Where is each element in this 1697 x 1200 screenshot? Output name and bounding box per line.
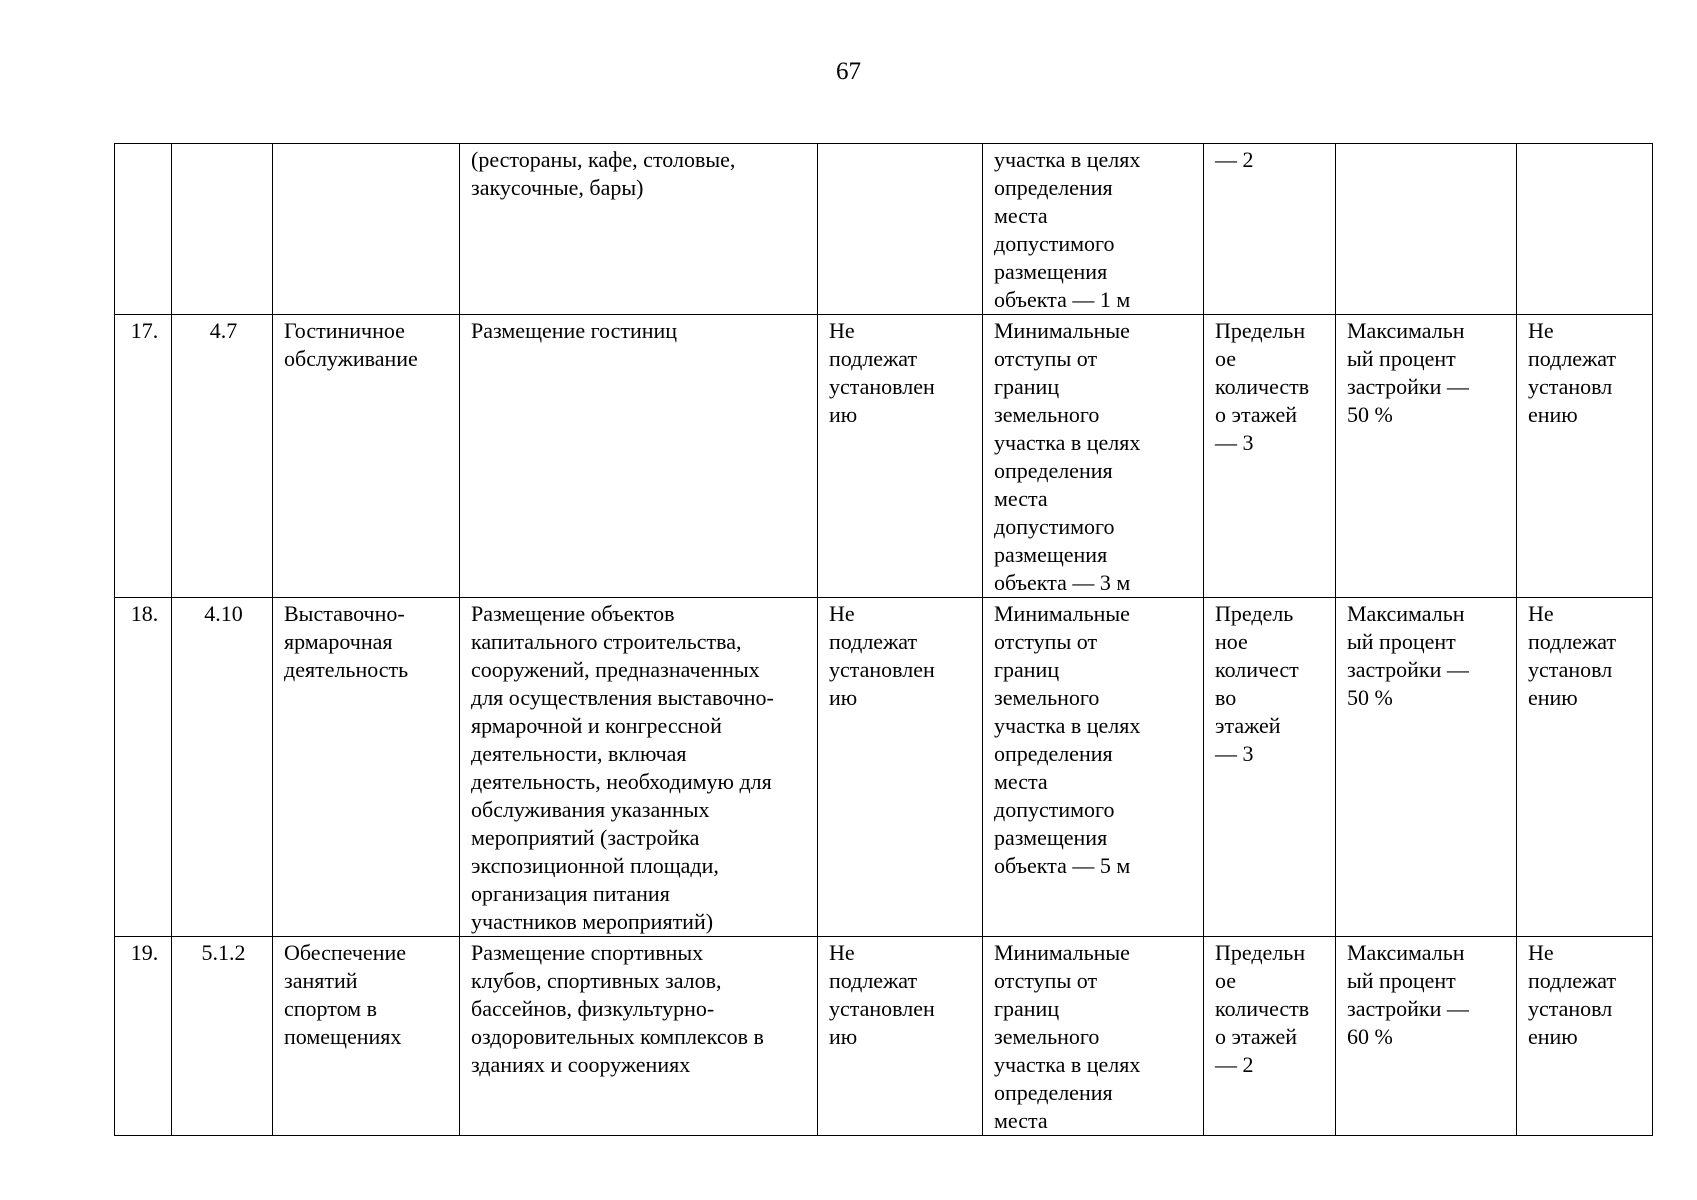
cell-text-line: Предель <box>1215 601 1294 626</box>
setbacks-cell <box>983 937 1204 1136</box>
row-number-cell: 19. <box>115 937 172 1136</box>
lot-parameters-cell <box>818 315 983 598</box>
setbacks-cell <box>983 144 1204 315</box>
cell-text-line: количест <box>1215 657 1299 682</box>
coverage-cell <box>1336 937 1517 1136</box>
cell-text-line: границ <box>994 374 1060 399</box>
lot-parameters-cell <box>818 144 983 315</box>
cell-text-line: установлен <box>829 996 935 1021</box>
cell-text-line: — 3 <box>1215 430 1254 455</box>
cell-text-line: ению <box>1528 685 1578 710</box>
cell-text-line: застройки — <box>1347 374 1469 399</box>
cell-text-line: участка в целях <box>994 1052 1141 1077</box>
cell-text-line: Размещение спортивных <box>471 940 704 965</box>
page-number: 67 <box>836 58 861 85</box>
cell-text-line: 50 % <box>1347 685 1393 710</box>
cell-text-line: Максимальн <box>1347 318 1465 343</box>
cell-text-line: спортом в <box>284 996 377 1021</box>
cell-text-line: Минимальные <box>994 940 1130 965</box>
cell-text-line: земельного <box>994 685 1100 710</box>
cell-text-line: количеств <box>1215 996 1310 1021</box>
cell-text-line: установл <box>1528 996 1613 1021</box>
cell-text-line: — 2 <box>1215 1052 1254 1077</box>
cell-text-line: — 2 <box>1215 147 1254 172</box>
cell-text-line: — 3 <box>1215 741 1254 766</box>
cell-text-line: Размещение объектов <box>471 601 675 626</box>
cell-text-line: установлен <box>829 374 935 399</box>
cell-text-line: ению <box>1528 402 1578 427</box>
cell-text-line: участка в целях <box>994 430 1141 455</box>
table-row <box>115 144 1653 315</box>
use-code-cell: 4.10 <box>172 598 273 937</box>
use-description-cell <box>460 315 818 598</box>
cell-text-line: места <box>994 486 1048 511</box>
cell-text-line: Максимальн <box>1347 940 1465 965</box>
cell-text-line: Гостиничное <box>284 318 405 343</box>
cell-text-line: оздоровительных комплексов в <box>471 1024 764 1049</box>
cell-text-line: ию <box>829 402 858 427</box>
cell-text-line: Минимальные <box>994 318 1130 343</box>
cell-text-line: во <box>1215 685 1237 710</box>
setbacks-cell <box>983 598 1204 937</box>
cell-text-line: места <box>994 1108 1048 1133</box>
coverage-cell <box>1336 144 1517 315</box>
use-name-cell <box>273 937 460 1136</box>
cell-text-line: границ <box>994 996 1060 1021</box>
floors-cell <box>1204 598 1336 937</box>
floors-cell <box>1204 315 1336 598</box>
cell-text-line: Предельн <box>1215 940 1306 965</box>
floors-cell <box>1204 937 1336 1136</box>
cell-text-line: отступы от <box>994 629 1098 654</box>
cell-text-line: подлежат <box>1528 346 1617 371</box>
row-number-cell: 17. <box>115 315 172 598</box>
cell-text-line: земельного <box>994 1024 1100 1049</box>
cell-text-line: Выставочно- <box>284 601 405 626</box>
cell-text-line: ярмарочная <box>284 629 393 654</box>
cell-text-line: ый процент <box>1347 968 1456 993</box>
cell-text-line: установлен <box>829 657 935 682</box>
cell-text-line: места <box>994 769 1048 794</box>
cell-text-line: ое <box>1215 346 1237 371</box>
cell-text-line: 60 % <box>1347 1024 1393 1049</box>
cell-text-line: подлежат <box>829 629 918 654</box>
cell-text-line: допустимого <box>994 514 1115 539</box>
use-description-cell <box>460 144 818 315</box>
cell-text-line: объекта — 1 м <box>994 287 1131 312</box>
cell-text-line: допустимого <box>994 797 1115 822</box>
cell-text-line: определения <box>994 1080 1113 1105</box>
cell-text-line: 50 % <box>1347 402 1393 427</box>
cell-text-line: деятельности, включая <box>471 741 687 766</box>
cell-text-line: Не <box>829 318 855 343</box>
cell-text-line: занятий <box>284 968 358 993</box>
cell-text-line: Не <box>829 601 855 626</box>
cell-text-line: объекта — 3 м <box>994 570 1131 595</box>
cell-text-line: установл <box>1528 657 1613 682</box>
cell-text-line: деятельность <box>284 657 409 682</box>
row-number-cell: 18. <box>115 598 172 937</box>
use-code-cell: 5.1.2 <box>172 937 273 1136</box>
cell-text-line: установл <box>1528 374 1613 399</box>
cell-text-line: подлежат <box>829 346 918 371</box>
cell-text-line: определения <box>994 175 1113 200</box>
cell-text-line: о этажей <box>1215 402 1298 427</box>
cell-text-line: Обеспечение <box>284 940 406 965</box>
other-parameters-cell <box>1517 937 1653 1136</box>
cell-text-line: организация питания <box>471 881 670 906</box>
cell-text-line: определения <box>994 458 1113 483</box>
cell-text-line: Минимальные <box>994 601 1130 626</box>
cell-text-line: размещения <box>994 259 1108 284</box>
floors-cell <box>1204 144 1336 315</box>
cell-text-line: Размещение гостиниц <box>471 318 678 343</box>
cell-text-line: подлежат <box>1528 629 1617 654</box>
row-number-cell <box>115 144 172 315</box>
cell-text-line: капитального строительства, <box>471 629 742 654</box>
cell-text-line: ый процент <box>1347 346 1456 371</box>
cell-text-line: о этажей <box>1215 1024 1298 1049</box>
other-parameters-cell <box>1517 315 1653 598</box>
cell-text-line: размещения <box>994 542 1108 567</box>
use-code-cell <box>172 144 273 315</box>
cell-text-line: для осуществления выставочно- <box>471 685 774 710</box>
cell-text-line: ению <box>1528 1024 1578 1049</box>
cell-text-line: земельного <box>994 402 1100 427</box>
cell-text-line: помещениях <box>284 1024 402 1049</box>
use-code-cell: 4.7 <box>172 315 273 598</box>
cell-text-line: обслуживания указанных <box>471 797 710 822</box>
coverage-cell <box>1336 315 1517 598</box>
cell-text-line: участников мероприятий) <box>471 909 714 934</box>
cell-text-line: количеств <box>1215 374 1310 399</box>
table-row <box>115 937 1653 1136</box>
cell-text-line: Не <box>1528 601 1554 626</box>
cell-text-line: ию <box>829 1024 858 1049</box>
cell-text-line: закусочные, бары) <box>471 175 644 200</box>
table-body <box>115 144 1653 1136</box>
cell-text-line: отступы от <box>994 968 1098 993</box>
use-name-cell <box>273 144 460 315</box>
cell-text-line: границ <box>994 657 1060 682</box>
cell-text-line: зданиях и сооружениях <box>471 1052 691 1077</box>
cell-text-line: Не <box>829 940 855 965</box>
cell-text-line: участка в целях <box>994 713 1141 738</box>
setbacks-cell <box>983 315 1204 598</box>
cell-text-line: ное <box>1215 629 1248 654</box>
cell-text-line: этажей <box>1215 713 1281 738</box>
cell-text-line: ярмарочной и конгрессной <box>471 713 722 738</box>
table-row <box>115 315 1653 598</box>
cell-text-line: клубов, спортивных залов, <box>471 968 722 993</box>
cell-text-line: застройки — <box>1347 657 1469 682</box>
cell-text-line: сооружений, предназначенных <box>471 657 760 682</box>
cell-text-line: мероприятий (застройка <box>471 825 700 850</box>
table-row <box>115 598 1653 937</box>
use-description-cell <box>460 937 818 1136</box>
cell-text-line: определения <box>994 741 1113 766</box>
use-name-cell <box>273 315 460 598</box>
cell-text-line: отступы от <box>994 346 1098 371</box>
lot-parameters-cell <box>818 937 983 1136</box>
cell-text-line: подлежат <box>829 968 918 993</box>
cell-text-line: экспозиционной площади, <box>471 853 719 878</box>
cell-text-line: обслуживание <box>284 346 418 371</box>
cell-text-line: Не <box>1528 940 1554 965</box>
cell-text-line: бассейнов, физкультурно- <box>471 996 715 1021</box>
cell-text-line: застройки — <box>1347 996 1469 1021</box>
cell-text-line: (рестораны, кафе, столовые, <box>471 147 736 172</box>
cell-text-line: места <box>994 203 1048 228</box>
cell-text-line: Предельн <box>1215 318 1306 343</box>
coverage-cell <box>1336 598 1517 937</box>
use-name-cell <box>273 598 460 937</box>
cell-text-line: Не <box>1528 318 1554 343</box>
cell-text-line: ию <box>829 685 858 710</box>
cell-text-line: деятельность, необходимую для <box>471 769 772 794</box>
use-description-cell <box>460 598 818 937</box>
cell-text-line: размещения <box>994 825 1108 850</box>
other-parameters-cell <box>1517 598 1653 937</box>
lot-parameters-cell <box>818 598 983 937</box>
cell-text-line: участка в целях <box>994 147 1141 172</box>
cell-text-line: объекта — 5 м <box>994 853 1131 878</box>
cell-text-line: Максимальн <box>1347 601 1465 626</box>
zoning-regulations-table <box>114 143 1653 1136</box>
cell-text-line: ый процент <box>1347 629 1456 654</box>
other-parameters-cell <box>1517 144 1653 315</box>
cell-text-line: подлежат <box>1528 968 1617 993</box>
cell-text-line: ое <box>1215 968 1237 993</box>
cell-text-line: допустимого <box>994 231 1115 256</box>
